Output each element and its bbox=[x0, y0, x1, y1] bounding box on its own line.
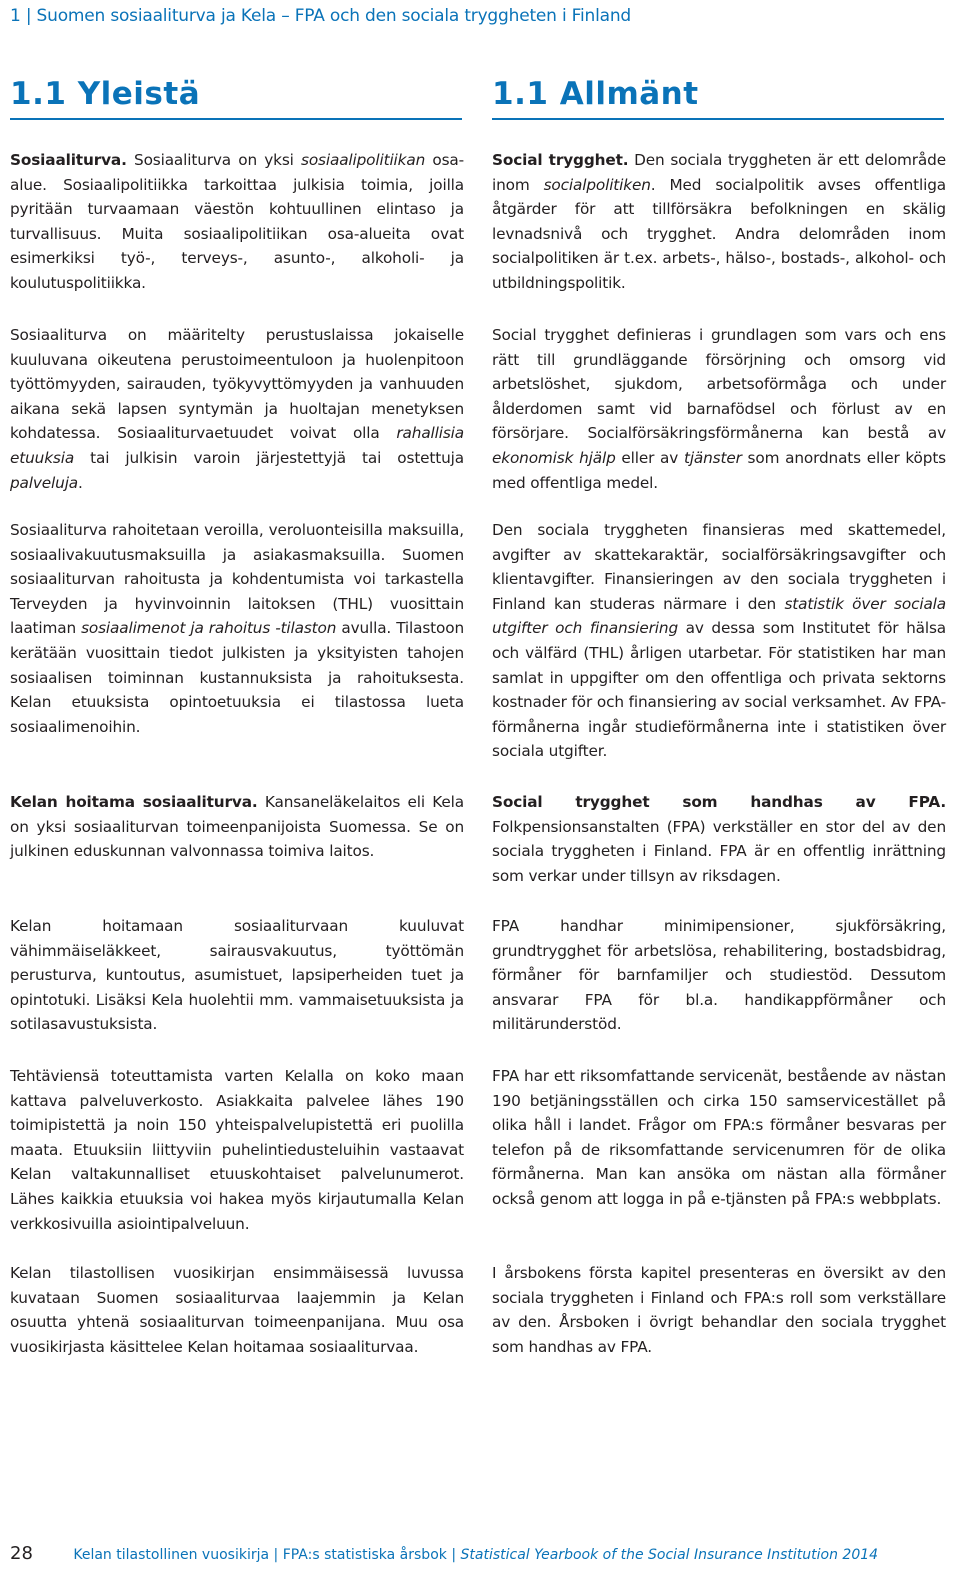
text-run: Kansaneläkelaitos eli Kela on yksi sosiaaliturvan toimeenpanijoista Suomessa. Se on julkinen eduskunnan valvonnassa toimiva laitos. bbox=[10, 793, 464, 861]
text-run: Social trygghet definieras i grundlagen som vars och ens rätt till grundläggande försörjning och omsorg vid arbetslöshet, sjukdom, arbetsoförmåga och under ålderdomen samt vid barnafödsel och förlust av en försörjare. Socialförsäkringsförmånerna kan bestå av bbox=[492, 326, 946, 443]
paragraph-sv-6: FPA har ett riksomfattande servicenät, bestående av nästan 190 betjäningsställen och cirka 150 samservicestället på olika håll i landet. Frågor om FPA:s förmåner besvaras per telefon på de riksomfattande servicenumren för de olika förmånerna. Man kan ansöka om nästan alla förmåner också genom att logga in på e-tjänsten på FPA:s webbplats. bbox=[492, 1067, 946, 1208]
text-run: avulla. Tilastoon kerätään vuosittain tiedot julkisten ja yksityisten tahojen sosiaalisen toiminnan kustannuksista ja rahoituksesta. Kelan etuuksista opintoetuuksia ei tilastossa lueta sosiaalimenoihin. bbox=[10, 619, 464, 736]
italic-term: tjänster bbox=[683, 448, 742, 467]
run-in-heading: Social trygghet. bbox=[492, 151, 629, 169]
footer-separator: | bbox=[273, 1547, 279, 1563]
italic-term: statistik över sociala utgifter och finansiering bbox=[492, 594, 946, 638]
running-header: 1 | Suomen sosiaaliturva ja Kela – FPA och den sociala tryggheten i Finland bbox=[10, 6, 632, 26]
paragraph-fi-7: Kelan tilastollisen vuosikirjan ensimmäisessä luvussa kuvataan Suomen sosiaaliturvaa laajemmin ja Kelan osuutta yhtenä sosiaaliturvan toimeenpanijana. Muu osa vuosikirjasta käsittelee Kelan hoitamaa sosiaaliturvaa. bbox=[10, 1264, 464, 1356]
paragraph-sv-1 bbox=[492, 148, 946, 296]
footer-title-en: Statistical Yearbook of the Social Insurance Institution 2014 bbox=[460, 1547, 879, 1563]
paragraph-sv-3 bbox=[492, 518, 946, 764]
italic-term: rahallisia etuuksia bbox=[10, 424, 464, 467]
paragraph-sv-7: I årsbokens första kapitel presenteras en översikt av den sociala tryggheten i Finland och FPA:s roll som verkställare av den. Årsboken i övrigt behandlar den sociala trygghet som handhas av FPA. bbox=[492, 1264, 946, 1356]
section-heading-fi: 1.1 Yleistä bbox=[10, 76, 201, 112]
text-run: Folkpensionsanstalten (FPA) verkställer en stor del av den sociala tryggheten i Finland. FPA är en offentlig inrättning som verkar under tillsyn av riksdagen. bbox=[492, 817, 946, 885]
paragraph-fi-4 bbox=[10, 790, 464, 864]
italic-term: socialpolitiken bbox=[543, 175, 651, 194]
section-heading-sv: 1.1 Allmänt bbox=[492, 76, 699, 112]
page-footer bbox=[10, 1543, 950, 1564]
footer-title-fi: Kelan tilastollinen vuosikirja bbox=[73, 1547, 270, 1563]
text-run: . bbox=[78, 473, 83, 492]
paragraph-fi-5: Kelan hoitamaan sosiaaliturvaan kuuluvat vähimmäiseläkkeet, sairausvakuutus, työttömän perusturva, kuntoutus, asumistuet, lapsiperheiden tuet ja opintotuki. Lisäksi Kela huolehtii mm. vammaisetuuksista ja sotilasavustuksista. bbox=[10, 917, 464, 1034]
text-run: eller av bbox=[615, 448, 684, 467]
run-in-heading: Sosiaaliturva. bbox=[10, 151, 127, 169]
paragraph-sv-5: FPA handhar minimipensioner, sjukförsäkring, grundtrygghet för arbetslösa, rehabilitering, bostadsbidrag, förmåner för barnfamiljer och studiestöd. Dessutom ansvarar FPA för bl.a. handikappförmåner och militärunderstöd. bbox=[492, 917, 946, 1034]
italic-term: ekonomisk hjälp bbox=[492, 448, 616, 467]
text-run: Sosiaaliturva rahoitetaan veroilla, veroluonteisilla maksuilla, sosiaalivakuutusmaksuilla ja asiakasmaksuilla. Suomen sosiaaliturvan rahoitusta ja kohdentumista voi tarkastella Terveyden ja hyvinvoinnin laitoksen (THL) vuosittain laatiman bbox=[10, 521, 464, 638]
text-run: osa-alue. Sosiaalipolitiikka tarkoittaa julkisia toimia, joilla pyritään turvaamaan väestön kohtuullinen elintaso ja turvallisuus. Muita sosiaalipolitiikan osa-alueita ovat esimerkiksi työ-, terveys-, asunto-, alkoholi- ja koulutuspolitiikka. bbox=[10, 151, 464, 292]
heading-rule-sv bbox=[492, 118, 944, 120]
text-run: Sosiaaliturva on määritelty perustuslaissa jokaiselle kuuluvana oikeutena perustoimeentuloon ja huolenpitoon työttömyyden, sairauden, työkyvyttömyyden ja vanhuuden aikana sekä lapsen syntymän ja huoltajan menetyksen kohdatessa. Sosiaaliturvaetuudet voivat olla bbox=[10, 326, 464, 443]
heading-rule-fi bbox=[10, 118, 462, 120]
text-run: Sosiaaliturva on yksi bbox=[126, 151, 302, 169]
text-run: som anordnats eller köpts med offentliga medel. bbox=[492, 448, 946, 492]
paragraph-sv-4 bbox=[492, 790, 946, 888]
paragraph-fi-6: Tehtäviensä toteuttamista varten Kelalla on koko maan kattava palveluverkosto. Asiakkaita palvelee lähes 190 toimipistettä ja noin 150 yhteispalvelupistettä eri puolilla maata. Etuuksiin liittyviin puhelintiedusteluihin vastaavat Kelan valtakunnalliset etuuskohtaiset palvelunumerot. Lähes kaikkia etuuksia voi hakea myös kirjautumalla Kelan verkkosivuilla asiointipalveluun. bbox=[10, 1067, 464, 1233]
footer-separator: | bbox=[451, 1547, 457, 1563]
paragraph-fi-3 bbox=[10, 518, 464, 739]
italic-term: sosiaalipolitiikan bbox=[301, 151, 426, 169]
paragraph-sv-2 bbox=[492, 323, 946, 495]
run-in-heading: Social trygghet som handhas av FPA. bbox=[492, 793, 946, 811]
footer-title-sv: FPA:s statistiska årsbok bbox=[282, 1547, 447, 1563]
text-run: tai julkisin varoin järjestettyjä tai ostettuja bbox=[74, 448, 464, 467]
text-run: . Med socialpolitik avses offentliga åtgärder för att tillförsäkra befolkningen en skälig levnadsnivå och trygghet. Andra delområden inom socialpolitiken är t.ex. arbets-, hälso-, bostads-, alkohol- och utbildningspolitik. bbox=[492, 175, 946, 292]
page-number: 28 bbox=[10, 1543, 33, 1564]
run-in-heading: Kelan hoitama sosiaaliturva. bbox=[10, 793, 258, 811]
text-run: Den sociala tryggheten är ett delområde inom bbox=[492, 151, 946, 194]
text-run: av dessa som Institutet för hälsa och välfärd (THL) årligen utarbetar. För statistiken har man samlat in uppgifter om den offentliga och privata sektorns kostnader för och finansiering av social verksamhet. Av FPA-förmånerna ingår studieförmånerna inte i statistiken över sociala utgifter. bbox=[492, 619, 946, 761]
italic-term: palveluja bbox=[10, 473, 79, 492]
paragraph-fi-2 bbox=[10, 323, 464, 495]
paragraph-fi-1 bbox=[10, 148, 464, 296]
text-run: Den sociala tryggheten finansieras med skattemedel, avgifter av skattekaraktär, socialförsäkringsavgifter och klientavgifter. Finansieringen av den sociala tryggheten i Finland kan studeras närmare i den bbox=[492, 521, 946, 613]
italic-term: sosiaalimenot ja rahoitus -tilaston bbox=[81, 619, 337, 638]
